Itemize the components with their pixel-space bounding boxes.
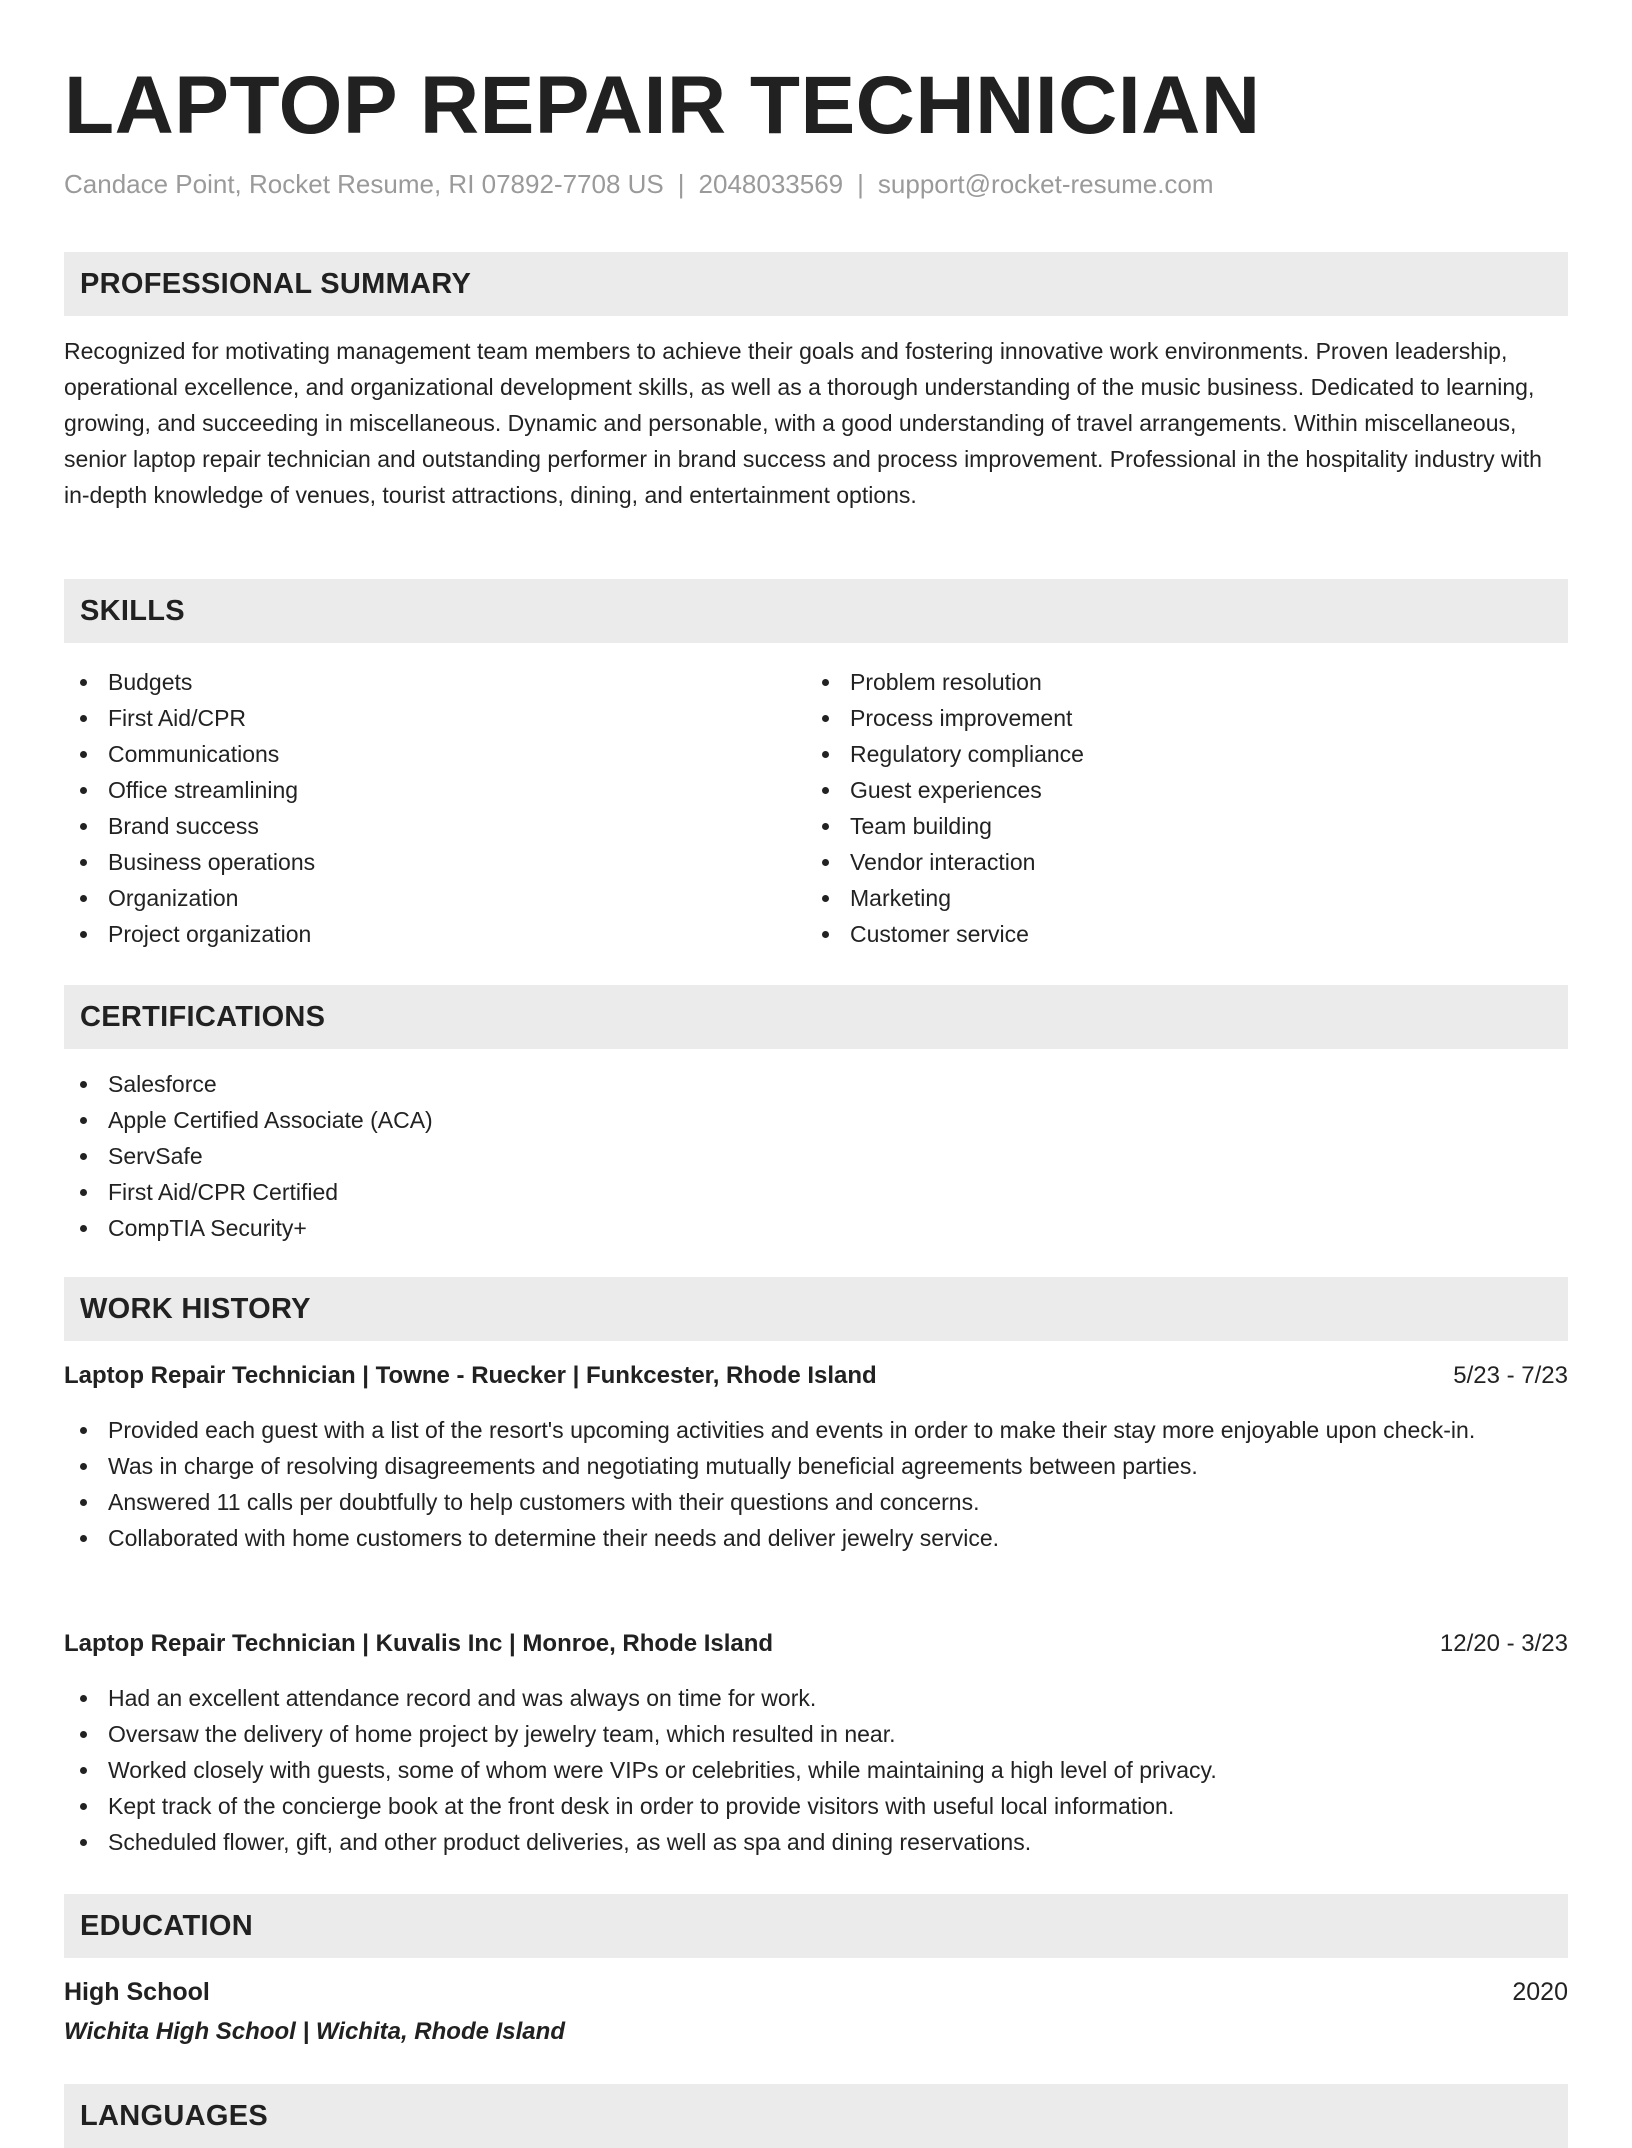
education-year: 2020 (1512, 1978, 1568, 2006)
contact-line (64, 166, 1214, 202)
skill-item: Project organization (64, 916, 764, 952)
job-title: Laptop Repair Technician | Towne - Ruecker | Funkcester, Rhode Island (64, 1362, 877, 1389)
section-title: WORK HISTORY (80, 1292, 311, 1325)
skill-item: Office streamlining (64, 772, 764, 808)
skill-item: First Aid/CPR (64, 700, 764, 736)
skill-item: Budgets (64, 664, 764, 700)
summary-text: Recognized for motivating management team members to achieve their goals and fostering innovative work environments. Proven leadership, operational excellence, and organizational development skills, as well as a thorough understanding of the music business. Dedicated to learning, growing, and succeeding in miscellaneous. Dynamic and personable, with a good understanding of travel arrangements. Within miscellaneous, senior laptop repair technician and outstanding performer in brand success and process improvement. Professional in the hospitality industry with in-depth knowledge of venues, tourist attractions, dining, and entertainment options. (64, 338, 1542, 508)
contact-separator: | (677, 169, 685, 199)
education-school: Wichita High School | Wichita, Rhode Island (64, 2018, 565, 2045)
job-bullet: Kept track of the concierge book at the front desk in order to provide visitors with useful local information. (64, 1788, 1568, 1824)
section-header-certifications (64, 985, 1568, 1049)
contact-address: Candace Point, Rocket Resume, RI 07892-7708 US (64, 169, 664, 199)
job-heading-row (64, 1358, 1568, 1394)
section-title: PROFESSIONAL SUMMARY (80, 267, 472, 300)
skill-item: Marketing (806, 880, 1506, 916)
job-dates: 5/23 - 7/23 (1453, 1362, 1568, 1389)
section-title: LANGUAGES (80, 2099, 268, 2132)
job-heading-row (64, 1626, 1568, 1662)
contact-phone: 2048033569 (698, 169, 844, 199)
contact-separator: | (857, 169, 864, 199)
skills-list-right (806, 664, 1506, 952)
skill-item: Guest experiences (806, 772, 1506, 808)
contact-email: support@rocket-resume.com (877, 169, 1214, 199)
section-title: EDUCATION (80, 1909, 253, 1942)
certification-item: ServSafe (64, 1138, 1568, 1174)
job-bullet: Oversaw the delivery of home project by jewelry team, which resulted in near. (64, 1716, 1568, 1752)
education-heading-row (64, 1974, 1568, 2010)
job-bullet: Answered 11 calls per doubtfully to help customers with their questions and concerns. (64, 1484, 1568, 1520)
skill-item: Organization (64, 880, 764, 916)
section-header-skills (64, 579, 1568, 643)
skill-item: Brand success (64, 808, 764, 844)
skill-item: Team building (806, 808, 1506, 844)
skill-item: Vendor interaction (806, 844, 1506, 880)
job-bullet: Collaborated with home customers to determine their needs and deliver jewelry service. (64, 1520, 1568, 1556)
skill-item: Customer service (806, 916, 1506, 952)
job-bullet: Scheduled flower, gift, and other product deliveries, as well as spa and dining reservations. (64, 1824, 1568, 1860)
section-header-education (64, 1894, 1568, 1958)
skill-item: Communications (64, 736, 764, 772)
certification-item: Apple Certified Associate (ACA) (64, 1102, 1568, 1138)
job-bullet: Worked closely with guests, some of whom were VIPs or celebrities, while maintaining a high level of privacy. (64, 1752, 1568, 1788)
job-bullet: Provided each guest with a list of the resort's upcoming activities and events in order to make their stay more enjoyable upon check-in. (64, 1412, 1568, 1448)
skill-item: Process improvement (806, 700, 1506, 736)
certification-item: CompTIA Security+ (64, 1210, 1568, 1246)
section-title: SKILLS (80, 594, 185, 627)
job-bullet: Was in charge of resolving disagreements and negotiating mutually beneficial agreements between parties. (64, 1448, 1568, 1484)
section-header-work-history (64, 1277, 1568, 1341)
skill-item: Regulatory compliance (806, 736, 1506, 772)
section-header-summary (64, 252, 1568, 316)
certifications-list (64, 1066, 1568, 1246)
job-title: Laptop Repair Technician | Kuvalis Inc | Monroe, Rhode Island (64, 1630, 774, 1657)
skill-item: Problem resolution (806, 664, 1506, 700)
certification-item: Salesforce (64, 1066, 1568, 1102)
job-dates: 12/20 - 3/23 (1439, 1630, 1568, 1657)
skill-item: Business operations (64, 844, 764, 880)
job-bullets (64, 1412, 1568, 1556)
education-degree: High School (64, 1978, 210, 2006)
job-bullets (64, 1680, 1568, 1860)
job-bullet: Had an excellent attendance record and was always on time for work. (64, 1680, 1568, 1716)
section-title: CERTIFICATIONS (80, 1000, 326, 1033)
certification-item: First Aid/CPR Certified (64, 1174, 1568, 1210)
section-header-languages (64, 2084, 1568, 2148)
resume-name: LAPTOP REPAIR TECHNICIAN (64, 60, 1261, 151)
skills-list-left (64, 664, 764, 952)
